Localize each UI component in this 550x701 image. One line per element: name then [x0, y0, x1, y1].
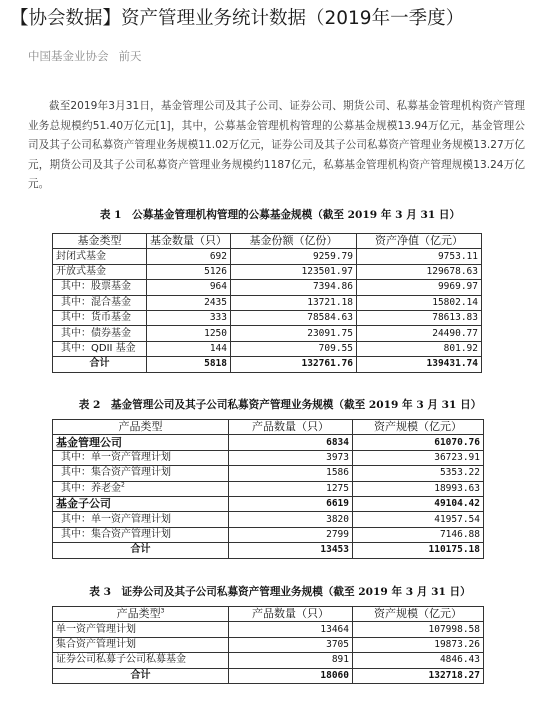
table1-cell: 78613.83 [357, 310, 482, 325]
table-row [53, 435, 484, 450]
table2-cell: 3973 [229, 450, 353, 465]
table2-cell: 110175.18 [353, 543, 484, 558]
table1-cell: 开放式基金 [53, 264, 147, 279]
table2-header: 资产规模（亿元） [353, 420, 484, 435]
table2-cell: 49104.42 [353, 496, 484, 511]
table1-cell: 合计 [53, 357, 147, 372]
table-row [53, 341, 482, 356]
table2-cell: 13453 [229, 543, 353, 558]
table1-cell: 13721.18 [231, 295, 357, 310]
publish-time: 前天 [118, 49, 142, 63]
table3-cell: 13464 [229, 622, 353, 637]
table1-header: 基金数量（只） [147, 234, 231, 249]
table2-cell: 其中：集合资产管理计划 [53, 466, 229, 481]
table3-cell: 891 [229, 653, 353, 668]
table3-cell: 集合资产管理计划 [53, 637, 229, 652]
table1-cell: 15802.14 [357, 295, 482, 310]
table-row [53, 466, 484, 481]
table-row [53, 637, 484, 652]
table3-total-row [53, 668, 484, 683]
table3-header: 产品数量（只） [229, 607, 353, 622]
table3-caption: 表 3 证券公司及其子公司私募资产管理业务规模（截至 2019 年 3 月 31 日） [89, 586, 471, 598]
table2 [52, 419, 484, 559]
table1-cell: 139431.74 [357, 357, 482, 372]
table1-cell: 1250 [147, 326, 231, 341]
table-row [53, 249, 482, 264]
table1-cell: 其中：QDII 基金 [53, 341, 147, 356]
table3-cell: 单一资产管理计划 [53, 622, 229, 637]
table3-cell: 3705 [229, 637, 353, 652]
table-row [53, 295, 482, 310]
table1-cell: 23091.75 [231, 326, 357, 341]
table3 [52, 606, 484, 684]
table2-cell: 36723.91 [353, 450, 484, 465]
table3-header-label: 产品类型 [116, 607, 161, 621]
table-row [53, 450, 484, 465]
table2-cell: 6619 [229, 496, 353, 511]
table1-cell: 5818 [147, 357, 231, 372]
table2-cell: 基金管理公司 [53, 435, 229, 450]
table-row [53, 310, 482, 325]
table2-header: 产品类型 [53, 420, 229, 435]
table1-cell: 709.55 [231, 341, 357, 356]
table1-cell: 333 [147, 310, 231, 325]
table1-cell: 78584.63 [231, 310, 357, 325]
table3-header-row [53, 607, 484, 622]
table2-cell: 5353.22 [353, 466, 484, 481]
table2-cell: 3820 [229, 512, 353, 527]
table1-cell: 2435 [147, 295, 231, 310]
table2-cell: 1586 [229, 466, 353, 481]
table1-cell: 144 [147, 341, 231, 356]
table1-header: 资产净值（亿元） [357, 234, 482, 249]
table1-cell: 其中：混合基金 [53, 295, 147, 310]
table1-cell: 692 [147, 249, 231, 264]
table1-cell: 其中：债券基金 [53, 326, 147, 341]
table1-cell: 964 [147, 280, 231, 295]
table3-cell: 证券公司私募子公司私募基金 [53, 653, 229, 668]
table1-cell: 9259.79 [231, 249, 357, 264]
table2-cell: 其中：集合资产管理计划 [53, 527, 229, 542]
table-row [53, 481, 484, 496]
article-title: 【协会数据】资产管理业务统计数据（2019年一季度） [10, 8, 465, 29]
table2-cell: 2799 [229, 527, 353, 542]
table1-cell: 封闭式基金 [53, 249, 147, 264]
table-row [53, 496, 484, 511]
table1-total-row [53, 357, 482, 372]
table2-caption: 表 2 基金管理公司及其子公司私募资产管理业务规模（截至 2019 年 3 月 31 日） [78, 399, 482, 411]
table-row [53, 326, 482, 341]
table-row [53, 264, 482, 279]
table2-cell: 其中：单一资产管理计划 [53, 512, 229, 527]
table2-total-row [53, 543, 484, 558]
table1-header-row [53, 234, 482, 249]
table1-cell: 9969.97 [357, 280, 482, 295]
table1-cell: 5126 [147, 264, 231, 279]
table1-header: 基金类型 [53, 234, 147, 249]
table2-cell-label: 其中：养老金 [61, 482, 121, 494]
table1-cell: 801.92 [357, 341, 482, 356]
table-row [53, 622, 484, 637]
table1-cell: 132761.76 [231, 357, 357, 372]
table1-cell: 其中：股票基金 [53, 280, 147, 295]
table2-cell: 6834 [229, 435, 353, 450]
source-link[interactable]: 中国基金业协会 [28, 49, 109, 63]
table2-cell: 其中：单一资产管理计划 [53, 450, 229, 465]
table1-cell: 9753.11 [357, 249, 482, 264]
table-row [53, 280, 482, 295]
article-paragraph: 截至2019年3月31日，基金管理公司及其子公司、证券公司、期货公司、私募基金管理机构资产管理业务总规模约51.40万亿元[1]，其中，公募基金管理机构管理的公募基金规模13.94万亿元，基金管理公司及其子公司私募资产管理业务规模11.02万亿元，证券公司及其子公司私募资产管理业务规模13.27万亿元，期货公司及其子公司私募资产管理业务规模约1187亿元，私募基金管理机构资产管理规模13.24万亿元。 [28, 100, 525, 190]
table1-caption: 表 1 公募基金管理机构管理的公募基金规模（截至 2019 年 3 月 31 日） [99, 209, 461, 221]
table3-cell: 132718.27 [353, 668, 484, 683]
table1 [52, 233, 482, 373]
table-row [53, 512, 484, 527]
table3-header [53, 607, 229, 622]
footnote-mark: 2 [121, 481, 125, 489]
table3-cell: 19873.26 [353, 637, 484, 652]
table3-header: 资产规模（亿元） [353, 607, 484, 622]
table2-cell: 7146.88 [353, 527, 484, 542]
table2-header-row [53, 420, 484, 435]
table2-cell: 1275 [229, 481, 353, 496]
footnote-mark: 3 [160, 607, 165, 615]
table3-cell: 18060 [229, 668, 353, 683]
table3-cell: 107998.58 [353, 622, 484, 637]
table1-cell: 7394.86 [231, 280, 357, 295]
table2-cell [53, 481, 229, 496]
table1-cell: 129678.63 [357, 264, 482, 279]
table2-cell: 18993.63 [353, 481, 484, 496]
table2-cell: 41957.54 [353, 512, 484, 527]
table2-cell: 合计 [53, 543, 229, 558]
table1-cell: 24490.77 [357, 326, 482, 341]
table-row [53, 653, 484, 668]
table1-header: 基金份额（亿份） [231, 234, 357, 249]
table2-header: 产品数量（只） [229, 420, 353, 435]
table3-cell: 合计 [53, 668, 229, 683]
table3-cell: 4846.43 [353, 653, 484, 668]
table1-cell: 其中：货币基金 [53, 310, 147, 325]
table2-cell: 基金子公司 [53, 496, 229, 511]
table1-cell: 123501.97 [231, 264, 357, 279]
table2-cell: 61070.76 [353, 435, 484, 450]
table-row [53, 527, 484, 542]
article-meta [28, 48, 142, 64]
